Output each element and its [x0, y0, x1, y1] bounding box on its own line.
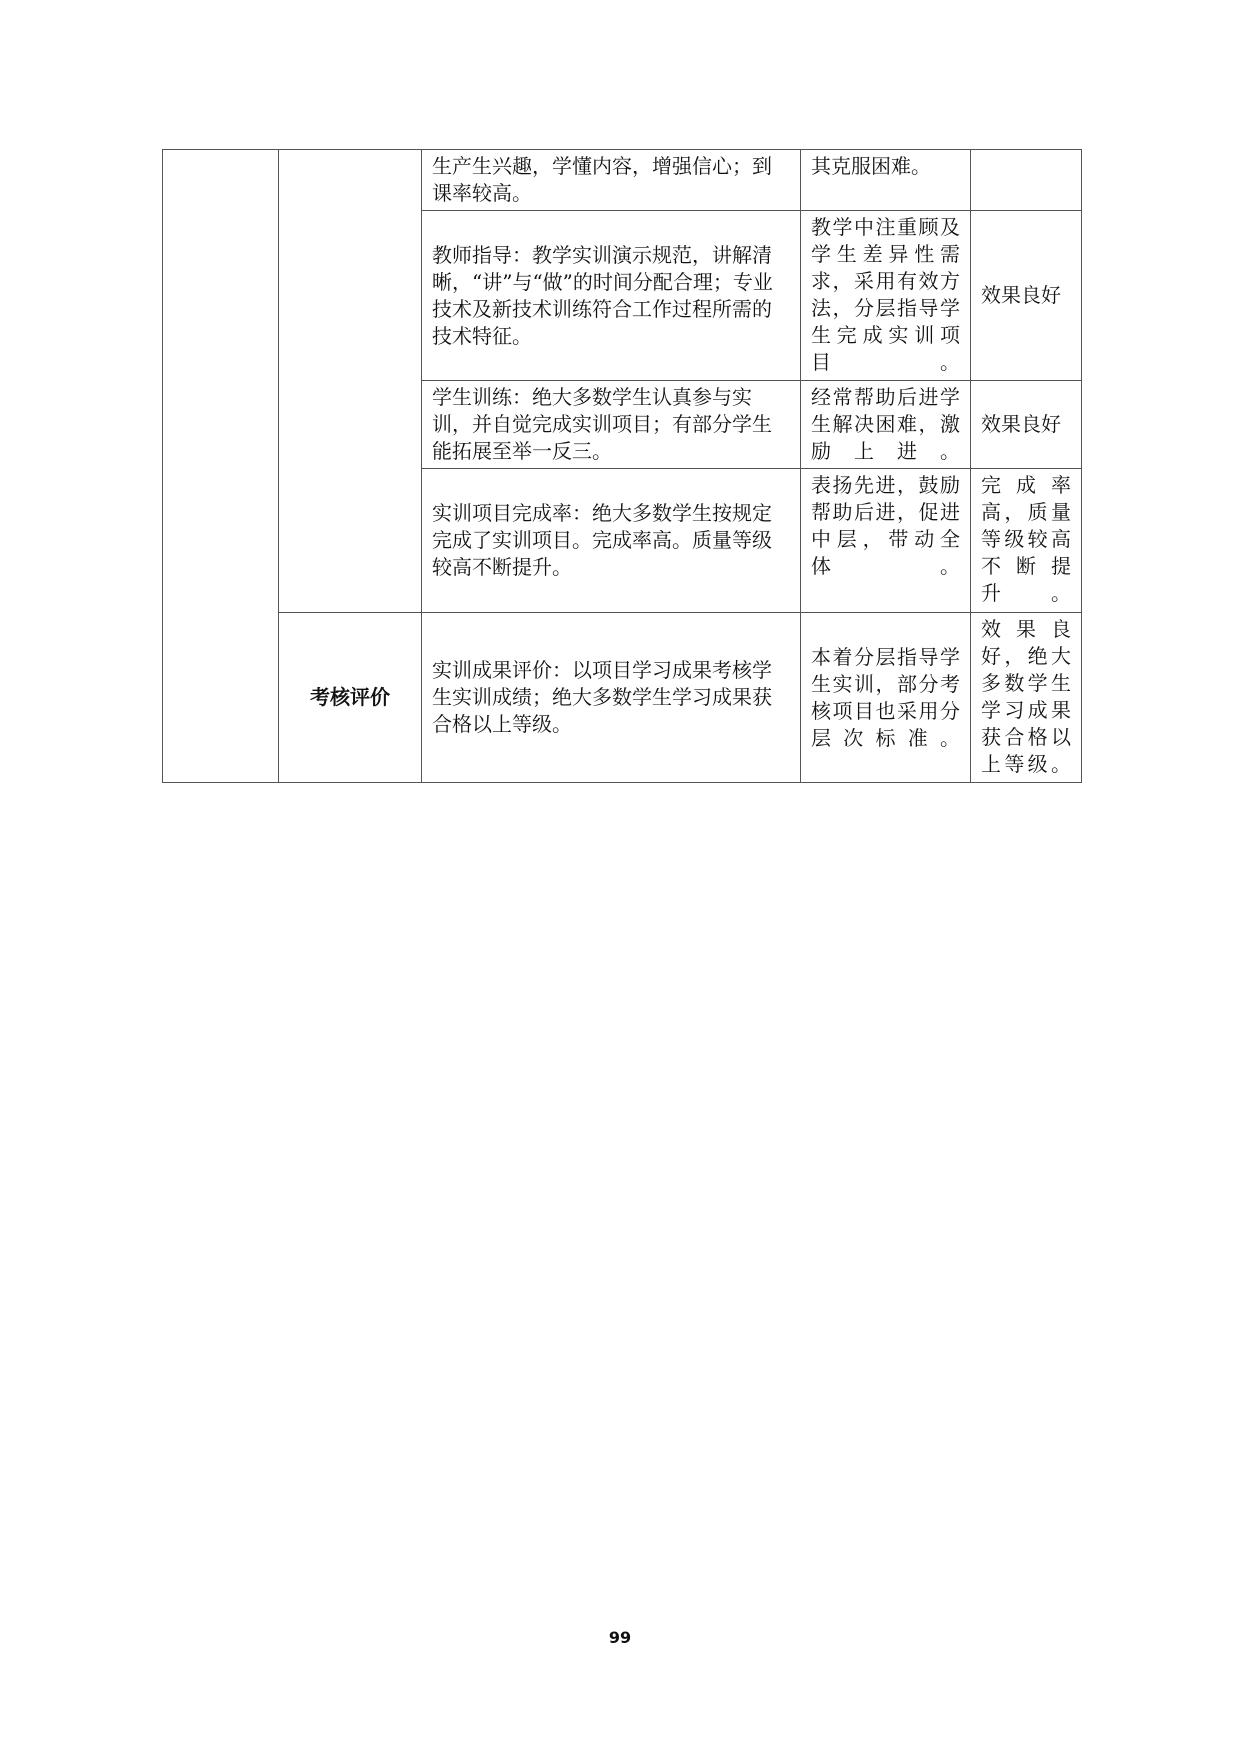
measure-cell: 表扬先进，鼓励帮助后进，促进中层，带动全体。: [801, 469, 971, 613]
evaluation-table: [162, 149, 1082, 783]
table-row: [163, 150, 1082, 211]
content-cell: 实训成果评价：以项目学习成果考核学生实训成绩；绝大多数学生学习成果获合格以上等级。: [422, 613, 801, 783]
effect-cell: [971, 150, 1082, 211]
effect-cell: 效果良好，绝大多数学生学习成果获合格以上等级。: [971, 613, 1082, 783]
effect-cell: 完成率高，质量等级较高不断提升。: [971, 469, 1082, 613]
empty-first-column: [163, 150, 279, 783]
page-number: 99: [608, 1628, 632, 1647]
content-cell: 生产生兴趣，学懂内容，增强信心；到课率较高。: [422, 150, 801, 211]
measure-cell: 本着分层指导学生实训，部分考核项目也采用分层次标准。: [801, 613, 971, 783]
measure-cell: 教学中注重顾及学生差异性需求，采用有效方法，分层指导学生完成实训项目。: [801, 211, 971, 381]
category-cell: 考核评价: [279, 613, 422, 783]
effect-cell: 效果良好: [971, 381, 1082, 469]
table-row: [163, 613, 1082, 783]
effect-cell: 效果良好: [971, 211, 1082, 381]
measure-cell: 其克服困难。: [801, 150, 971, 211]
content-cell: 实训项目完成率：绝大多数学生按规定完成了实训项目。完成率高。质量等级较高不断提升。: [422, 469, 801, 613]
content-cell: 教师指导：教学实训演示规范，讲解清晰，“讲”与“做”的时间分配合理；专业技术及新技术训练符合工作过程所需的技术特征。: [422, 211, 801, 381]
content-cell: 学生训练：绝大多数学生认真参与实训，并自觉完成实训项目；有部分学生能拓展至举一反三。: [422, 381, 801, 469]
measure-cell: 经常帮助后进学生解决困难，激励上进。: [801, 381, 971, 469]
empty-category-cell: [279, 150, 422, 613]
